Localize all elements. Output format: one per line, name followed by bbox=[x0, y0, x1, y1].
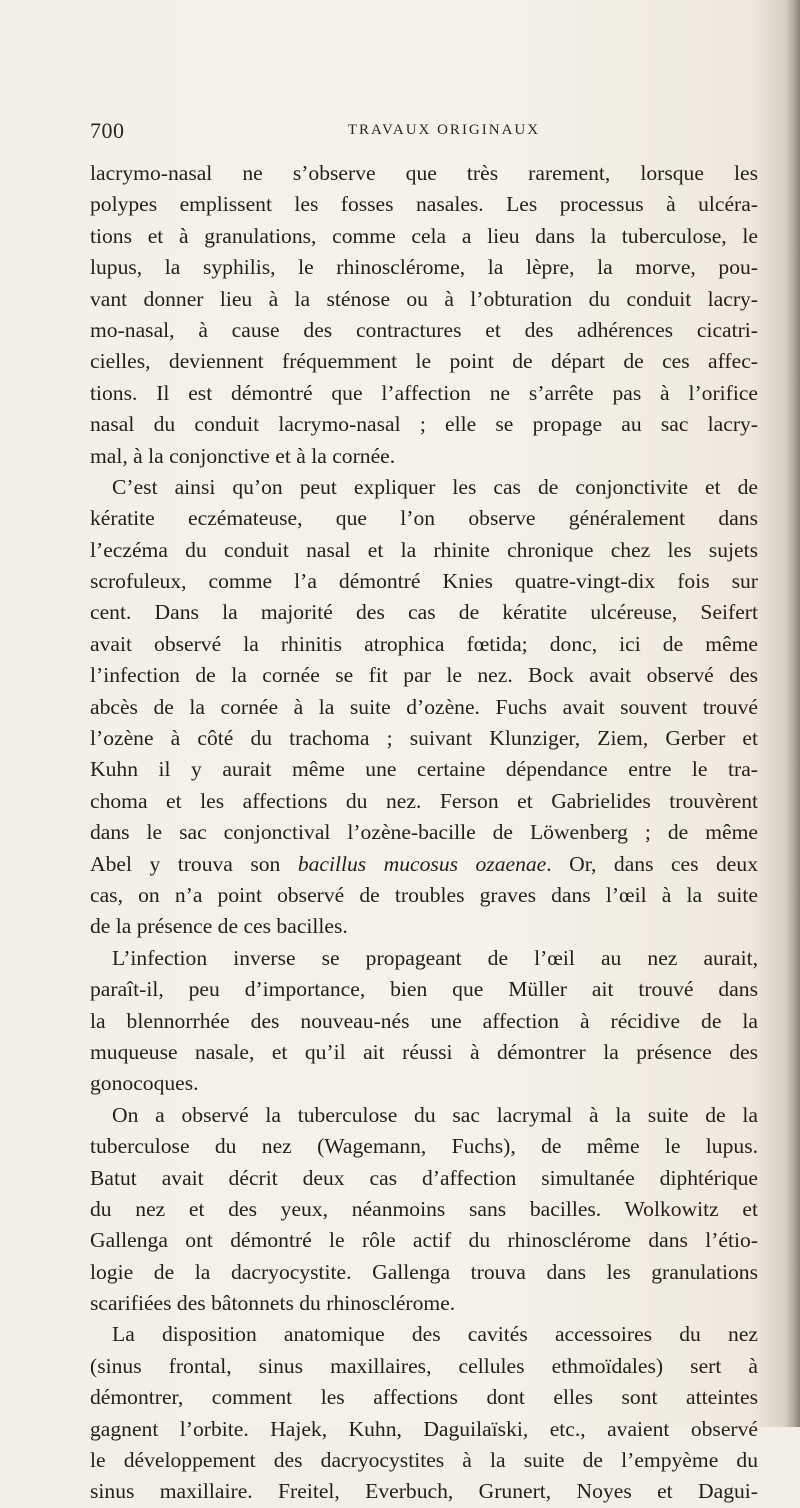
text-line-content: le développement des dacryocystites à la suite de l’empyème du bbox=[90, 1448, 758, 1473]
text-line-content: lacrymo-nasal ne s’observe que très rarement, lorsque les bbox=[90, 161, 758, 185]
text-line bbox=[90, 849, 758, 880]
text-line bbox=[90, 911, 758, 942]
text-line bbox=[90, 1257, 758, 1288]
text-line-content: sinus maxillaire. Freitel, Everbuch, Grunert, Noyes et Dagui- bbox=[90, 1479, 758, 1504]
text-line bbox=[90, 974, 758, 1005]
text-line-content: choma et les affections du nez. Ferson et Gabrielides trouvèrent bbox=[90, 788, 758, 813]
text-line-content: mo-nasal, à cause des contractures et des adhérences cicatri- bbox=[90, 317, 758, 342]
text-line bbox=[90, 1382, 758, 1413]
text-line-content: démontrer, comment les affections dont elles sont atteintes bbox=[90, 1385, 758, 1410]
page-header bbox=[90, 118, 758, 144]
text-line bbox=[90, 1319, 758, 1350]
text-line-content: tions. Il est démontré que l’affection ne s’arrête pas à l’orifice bbox=[90, 380, 758, 405]
text-line bbox=[90, 1225, 758, 1256]
text-line bbox=[90, 346, 758, 377]
text-line bbox=[90, 597, 758, 628]
text-line-content: nasal du conduit lacrymo-nasal ; elle se propage au sac lacry- bbox=[90, 412, 758, 437]
text-line-content: la blennorrhée des nouveau-nés une affection à récidive de la bbox=[90, 1008, 758, 1033]
text-line bbox=[90, 1131, 758, 1162]
text-line bbox=[90, 503, 758, 534]
text-line bbox=[90, 723, 758, 754]
text-line bbox=[90, 817, 758, 848]
text-line-content: Gallenga ont démontré le rôle actif du rhinosclérome dans l’étio- bbox=[90, 1228, 758, 1253]
text-line-content: avait observé la rhinitis atrophica fœtida; donc, ici de même bbox=[90, 631, 758, 656]
body-text bbox=[90, 158, 758, 1508]
running-head: TRAVAUX ORIGINAUX bbox=[347, 122, 541, 138]
text-line-content: abcès de la cornée à la suite d’ozène. Fuchs avait souvent trouvé bbox=[90, 694, 758, 719]
text-line-content: cielles, deviennent fréquemment le point de départ de ces affec- bbox=[90, 349, 758, 374]
text-line bbox=[90, 221, 758, 252]
text-line bbox=[90, 1194, 758, 1225]
text-line-content: du nez et des yeux, néanmoins sans bacilles. Wolkowitz et bbox=[90, 1196, 758, 1221]
text-line-content: tions et à granulations, comme cela a lieu dans la tuberculose, le bbox=[90, 223, 758, 248]
text-line bbox=[90, 189, 758, 220]
text-line-content: gagnent l’orbite. Hajek, Kuhn, Daguilaïski, etc., avaient observé bbox=[90, 1416, 758, 1441]
text-line bbox=[90, 158, 758, 189]
text-line-continuation: . Or, dans ces deux bbox=[546, 851, 758, 876]
text-line bbox=[90, 1037, 758, 1068]
text-line bbox=[90, 1414, 758, 1445]
text-line bbox=[90, 1068, 758, 1099]
italic-term: bacillus mucosus ozaenae bbox=[297, 851, 547, 876]
text-line-content: L’infection inverse se propageant de l’œil au nez aurait, bbox=[112, 945, 758, 970]
text-line bbox=[90, 943, 758, 974]
text-line-content: de la présence de ces bacilles. bbox=[90, 914, 348, 939]
text-line-content: tuberculose du nez (Wagemann, Fuchs), de même le lupus. bbox=[90, 1134, 758, 1159]
text-line-content: cas, on n’a point observé de troubles graves dans l’œil à la suite bbox=[90, 882, 758, 907]
text-line bbox=[90, 284, 758, 315]
text-line-content: l’eczéma du conduit nasal et la rhinite chronique chez les sujets bbox=[90, 537, 758, 562]
text-line bbox=[90, 1163, 758, 1194]
text-line-content: polypes emplissent les fosses nasales. Les processus à ulcéra- bbox=[90, 192, 758, 217]
text-line-content: gonocoques. bbox=[90, 1071, 199, 1096]
text-line-content: cent. Dans la majorité des cas de kératite ulcéreuse, Seifert bbox=[90, 600, 758, 625]
text-line bbox=[90, 472, 758, 503]
text-line bbox=[90, 786, 758, 817]
text-line-content: paraît-il, peu d’importance, bien que Müller ait trouvé dans bbox=[90, 977, 758, 1002]
text-line-content: C’est ainsi qu’on peut expliquer les cas de conjonctivite et de bbox=[112, 474, 758, 499]
text-line bbox=[90, 1288, 758, 1319]
text-line-content: (sinus frontal, sinus maxillaires, cellules ethmoïdales) sert à bbox=[90, 1353, 758, 1378]
text-line bbox=[90, 315, 758, 346]
page-number: 700 bbox=[90, 118, 125, 143]
text-line-content: dans le sac conjonctival l’ozène-bacille de Löwenberg ; de même bbox=[90, 820, 758, 845]
text-line bbox=[90, 629, 758, 660]
text-line bbox=[90, 378, 758, 409]
text-line bbox=[90, 692, 758, 723]
text-line-content: Batut avait décrit deux cas d’affection simultanée diphtérique bbox=[90, 1165, 758, 1190]
text-line-content: Kuhn il y aurait même une certaine dépendance entre le tra- bbox=[90, 757, 758, 782]
text-line bbox=[90, 441, 758, 472]
text-line-content: mal, à la conjonctive et à la cornée. bbox=[90, 443, 396, 468]
text-line-content: lupus, la syphilis, le rhinosclérome, la lèpre, la morve, pou- bbox=[90, 255, 758, 280]
text-line bbox=[90, 1445, 758, 1476]
text-line-content: kératite eczémateuse, que l’on observe généralement dans bbox=[90, 506, 758, 531]
text-line-content: scarifiées des bâtonnets du rhinosclérome. bbox=[90, 1291, 456, 1316]
text-line bbox=[90, 1351, 758, 1382]
text-line bbox=[90, 535, 758, 566]
text-line bbox=[90, 566, 758, 597]
text-line-content: scrofuleux, comme l’a démontré Knies quatre-vingt-dix fois sur bbox=[90, 569, 758, 594]
text-line-content: muqueuse nasale, et qu’il ait réussi à démontrer la présence des bbox=[90, 1039, 758, 1064]
text-line-content: On a observé la tuberculose du sac lacrymal à la suite de la bbox=[112, 1102, 758, 1127]
text-line-content: La disposition anatomique des cavités accessoires du nez bbox=[112, 1322, 758, 1347]
text-line bbox=[90, 880, 758, 911]
text-line bbox=[90, 660, 758, 691]
text-line bbox=[90, 1100, 758, 1131]
page-edge-shadow bbox=[786, 0, 800, 1427]
text-line bbox=[90, 252, 758, 283]
text-line bbox=[90, 409, 758, 440]
text-line-content: l’ozène à côté du trachoma ; suivant Klunziger, Ziem, Gerber et bbox=[90, 726, 758, 751]
text-line bbox=[90, 1006, 758, 1037]
text-line bbox=[90, 754, 758, 785]
text-line bbox=[90, 1476, 758, 1507]
text-line-content: Abel y trouva son bbox=[90, 851, 298, 876]
text-line-content: logie de la dacryocystite. Gallenga trouva dans les granulations bbox=[90, 1259, 758, 1284]
text-line-content: vant donner lieu à la sténose ou à l’obturation du conduit lacry- bbox=[90, 286, 758, 311]
text-line-content: l’infection de la cornée se fit par le nez. Bock avait observé des bbox=[90, 663, 758, 688]
